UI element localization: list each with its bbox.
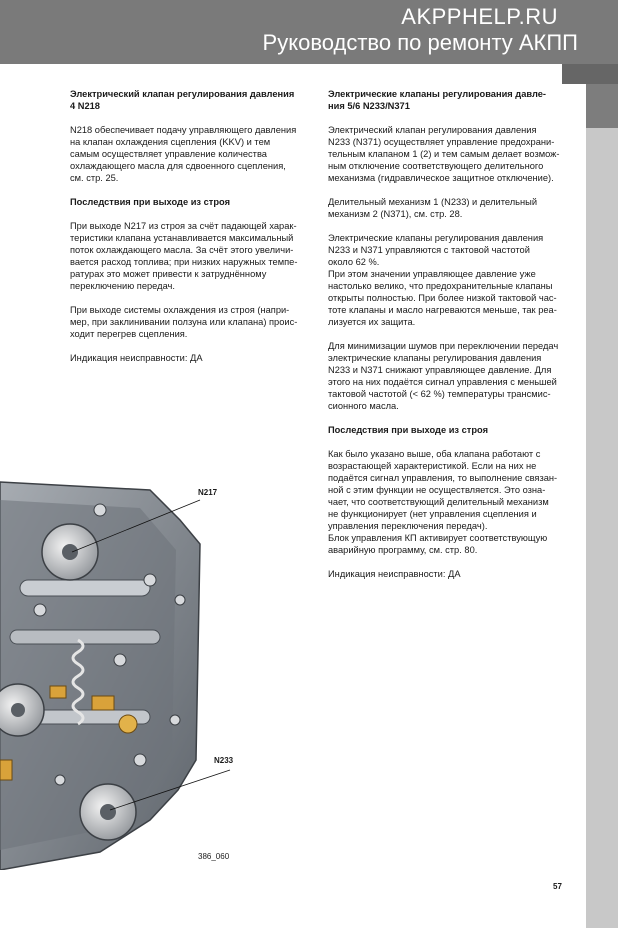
side-margin-bar <box>586 64 618 928</box>
valve-body-drawing <box>0 460 245 870</box>
label-n233: N233 <box>214 756 234 765</box>
label-n217: N217 <box>198 488 218 497</box>
left-heading-1-line2: 4 N218 <box>70 101 100 111</box>
left-paragraph-2: При выходе N217 из строя за счёт падающей харак- теристики клапана устанавливается максимальный поток охлаждающего масла. За счёт этого увеличи- вается расход топлива; при низких наружных темпе- ратурах это может привести к затруднённому переключению передач. <box>70 221 298 291</box>
left-heading-1 <box>70 88 308 112</box>
right-paragraph-2: Делительный механизм 1 (N233) и делительный механизм 2 (N371), см. стр. 28. <box>328 197 538 219</box>
left-paragraph-3: При выходе системы охлаждения из строя (напри- мер, при заклинивании ползуна или клапана) проис- ходит перегрев сцепления. <box>70 305 298 339</box>
valve-body-illustration <box>0 460 245 870</box>
right-heading-1-line1: Электрические клапаны регулирования давле- <box>328 89 547 99</box>
right-fault-indication: Индикация неисправности: ДА <box>328 569 461 579</box>
left-heading-2: Последствия при выходе из строя <box>70 197 231 207</box>
left-heading-1-line1: Электрический клапан регулирования давления <box>70 89 295 99</box>
site-name: AKPPHELP.RU <box>401 4 558 29</box>
right-paragraph-1: Электрический клапан регулирования давления N233 (N371) осуществляет управление предохрани- тельным клапаном 1 (2) и тем самым делает возмож- ным отключение соответствующего делительного механизма (гидравлическое защитное отключение). <box>328 125 560 183</box>
header-subtitle: Руководство по ремонту АКПП <box>262 30 578 55</box>
right-paragraph-5: Как было указано выше, оба клапана работают с возрастающей характеристикой. Если на них не подаётся сигнал управления, то выполнение связан- ной с этим функции не осуществляется. Это озна- чает, что соответствующий делительный механизм не функционирует (нет управления сцепления и управления переключения передач). Блок управления КП активирует соответствующую аварийную программу, см. стр. 80. <box>328 449 558 555</box>
left-fault-indication: Индикация неисправности: ДА <box>70 353 203 363</box>
section-tab-mid <box>586 84 618 128</box>
right-paragraph-3: Электрические клапаны регулирования давления N233 и N371 управляются с тактовой частотой около 62 %. При этом значении управляющее давление уже настолько велико, что предохранительные клапаны открыты полностью. При более низкой тактовой час- тоте клапаны и масло нагреваются меньше, так реа- лизуется их защита. <box>328 233 557 327</box>
left-column <box>70 88 308 364</box>
right-heading-1-line2: ния 5/6 N233/N371 <box>328 101 410 111</box>
page-header <box>0 0 618 64</box>
section-tab-dark <box>562 64 618 84</box>
page-number: 57 <box>553 882 562 891</box>
right-heading-1 <box>328 88 568 112</box>
right-column <box>328 88 568 580</box>
right-heading-2: Последствия при выходе из строя <box>328 425 489 435</box>
figure-id: 386_060 <box>198 852 230 861</box>
right-paragraph-4: Для минимизации шумов при переключении передач электрические клапаны регулирования давления N233 и N371 снижают управляющее давление. Для этого на них подаётся сигнал управления с меньшей тактовой частотой (< 62 %) температуры трансмис- сионного масла. <box>328 341 559 411</box>
left-paragraph-1: N218 обеспечивает подачу управляющего давления на клапан охлаждения сцепления (KKV) и тем самым осуществляет управление количества охлаждающего масла для сдвоенного сцепления, см. стр. 25. <box>70 125 297 183</box>
